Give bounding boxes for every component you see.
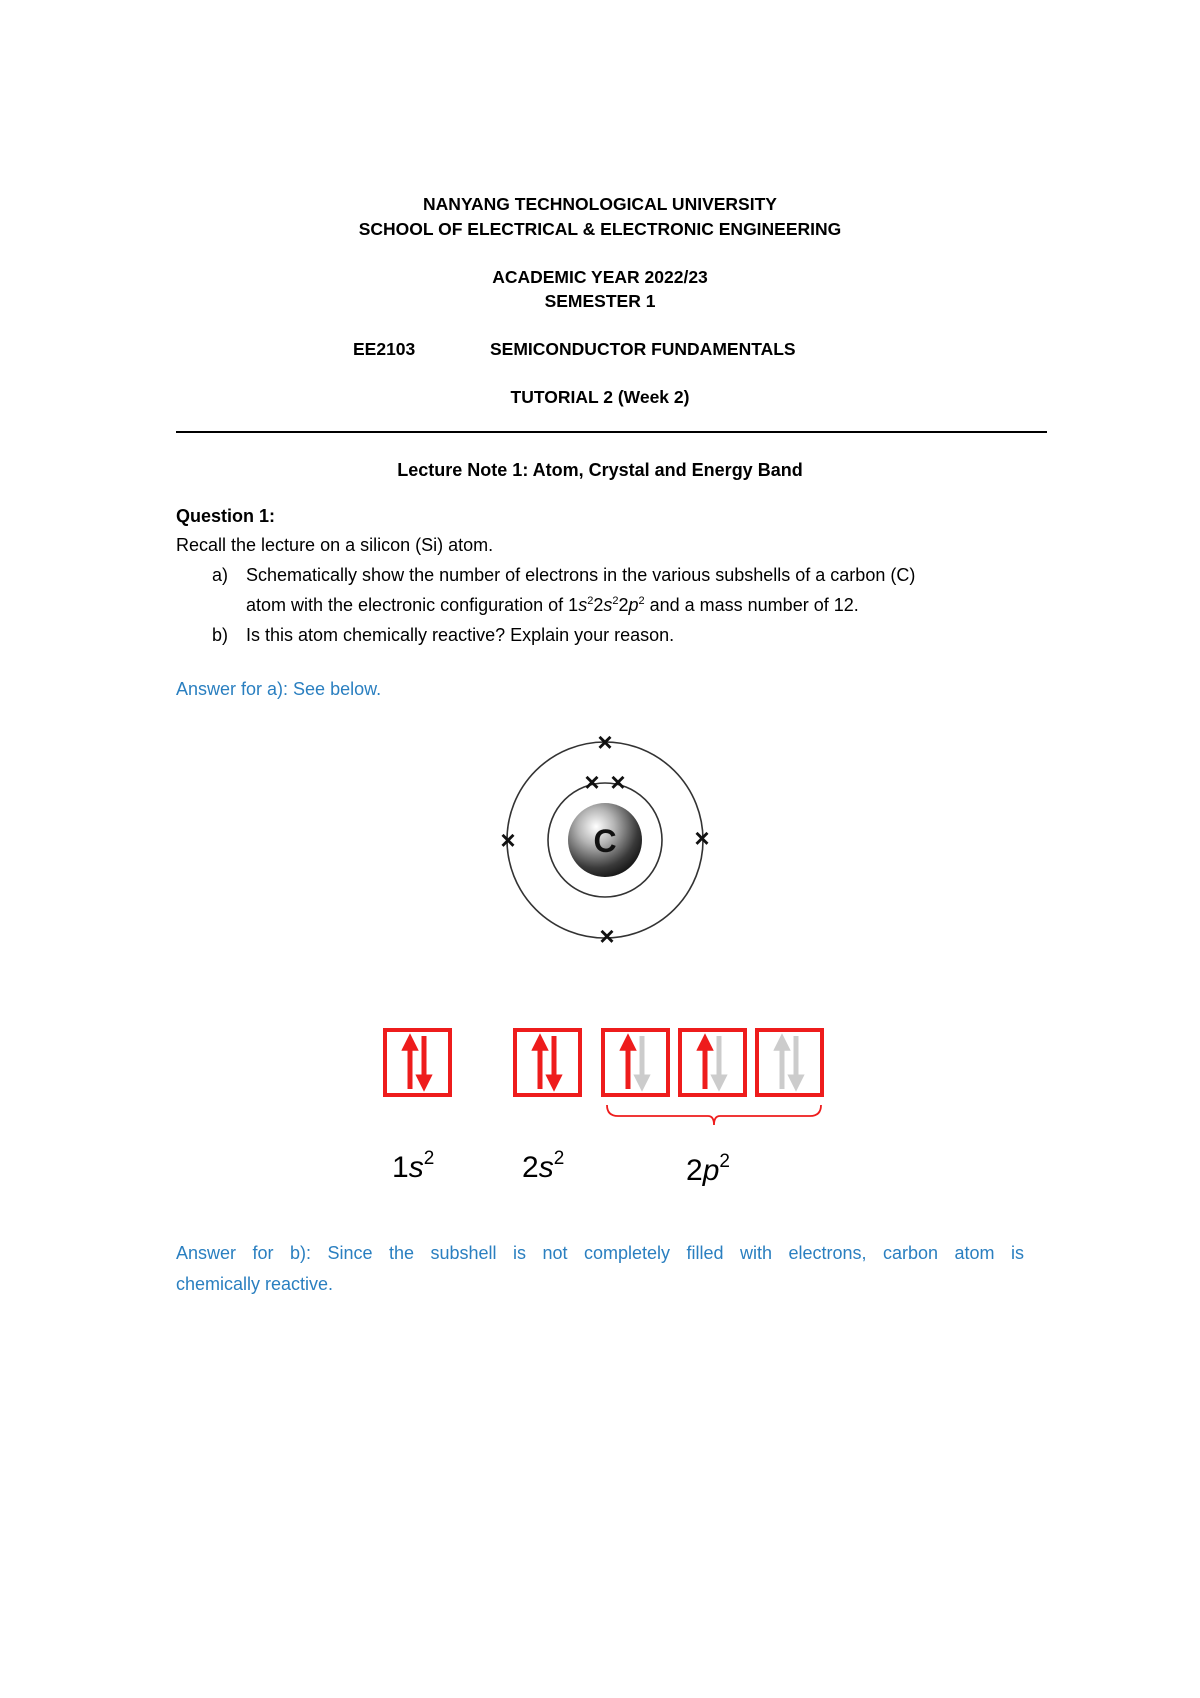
part-b-text: Is this atom chemically reactive? Explain your reason.: [246, 625, 675, 645]
course-code: EE2103: [353, 339, 416, 359]
electron-mark-inner-right: ×: [610, 767, 626, 797]
orbital-box-2p-3: [757, 1030, 822, 1095]
carbon-atom-diagram: [500, 735, 710, 945]
orbital-box-2p-1: [603, 1030, 668, 1095]
question-intro: Recall the lecture on a silicon (Si) atom.: [176, 535, 494, 555]
part-a-line1: Schematically show the number of electrons in the various subshells of a carbon (C): [246, 565, 916, 585]
part-a-line2-post: and a mass number of 12.: [644, 595, 859, 615]
electron-mark-outer-left: ×: [500, 825, 516, 855]
answer-b-line1: Answer for b): Since the subshell is not completely filled with electrons, carbon atom is: [176, 1243, 1024, 1263]
course-name: SEMICONDUCTOR FUNDAMENTALS: [490, 339, 796, 359]
lecture-note-title: Lecture Note 1: Atom, Crystal and Energy Band: [397, 460, 803, 480]
2p-group-brace: [607, 1105, 821, 1125]
question-part-b: [212, 625, 674, 646]
header-divider: [176, 431, 1047, 433]
semester: SEMESTER 1: [544, 291, 656, 311]
question-part-a: [212, 565, 915, 586]
orbital-label-2p: $2p^2$: [686, 1151, 730, 1187]
question-part-a-line2: atom with the electronic configuration of $1s^22s^22p^2$ and a mass number of 12.: [246, 595, 859, 615]
question-title: Question 1:: [176, 506, 276, 526]
part-b-label: b): [212, 625, 229, 645]
orbital-box-2s: [515, 1030, 580, 1095]
electron-mark-outer-top: ×: [597, 735, 613, 757]
orbital-box-2p-2: [680, 1030, 745, 1095]
part-a-label: a): [212, 565, 229, 585]
answer-a: Answer for a): See below.: [176, 679, 382, 699]
school-name: SCHOOL OF ELECTRICAL & ELECTRONIC ENGINEERING: [358, 219, 842, 239]
electron-mark-outer-right: ×: [694, 823, 710, 853]
answer-b-line2: chemically reactive.: [176, 1274, 334, 1294]
electron-mark-outer-bottom: ×: [599, 921, 615, 945]
orbital-label-2s: $2s^2$: [522, 1148, 565, 1184]
orbital-box-1s: [385, 1030, 450, 1095]
electron-mark-inner-left: ×: [584, 767, 600, 797]
academic-year: ACADEMIC YEAR 2022/23: [492, 267, 708, 287]
university-name: NANYANG TECHNOLOGICAL UNIVERSITY: [423, 194, 777, 214]
part-a-line2-pre: atom with the electronic configuration of 1: [246, 595, 579, 615]
orbital-box-diagram: [370, 1015, 850, 1175]
orbital-label-1s: $1s^2$: [392, 1148, 435, 1184]
tutorial-title: TUTORIAL 2 (Week 2): [510, 387, 690, 407]
nucleus-label: C: [593, 823, 617, 859]
